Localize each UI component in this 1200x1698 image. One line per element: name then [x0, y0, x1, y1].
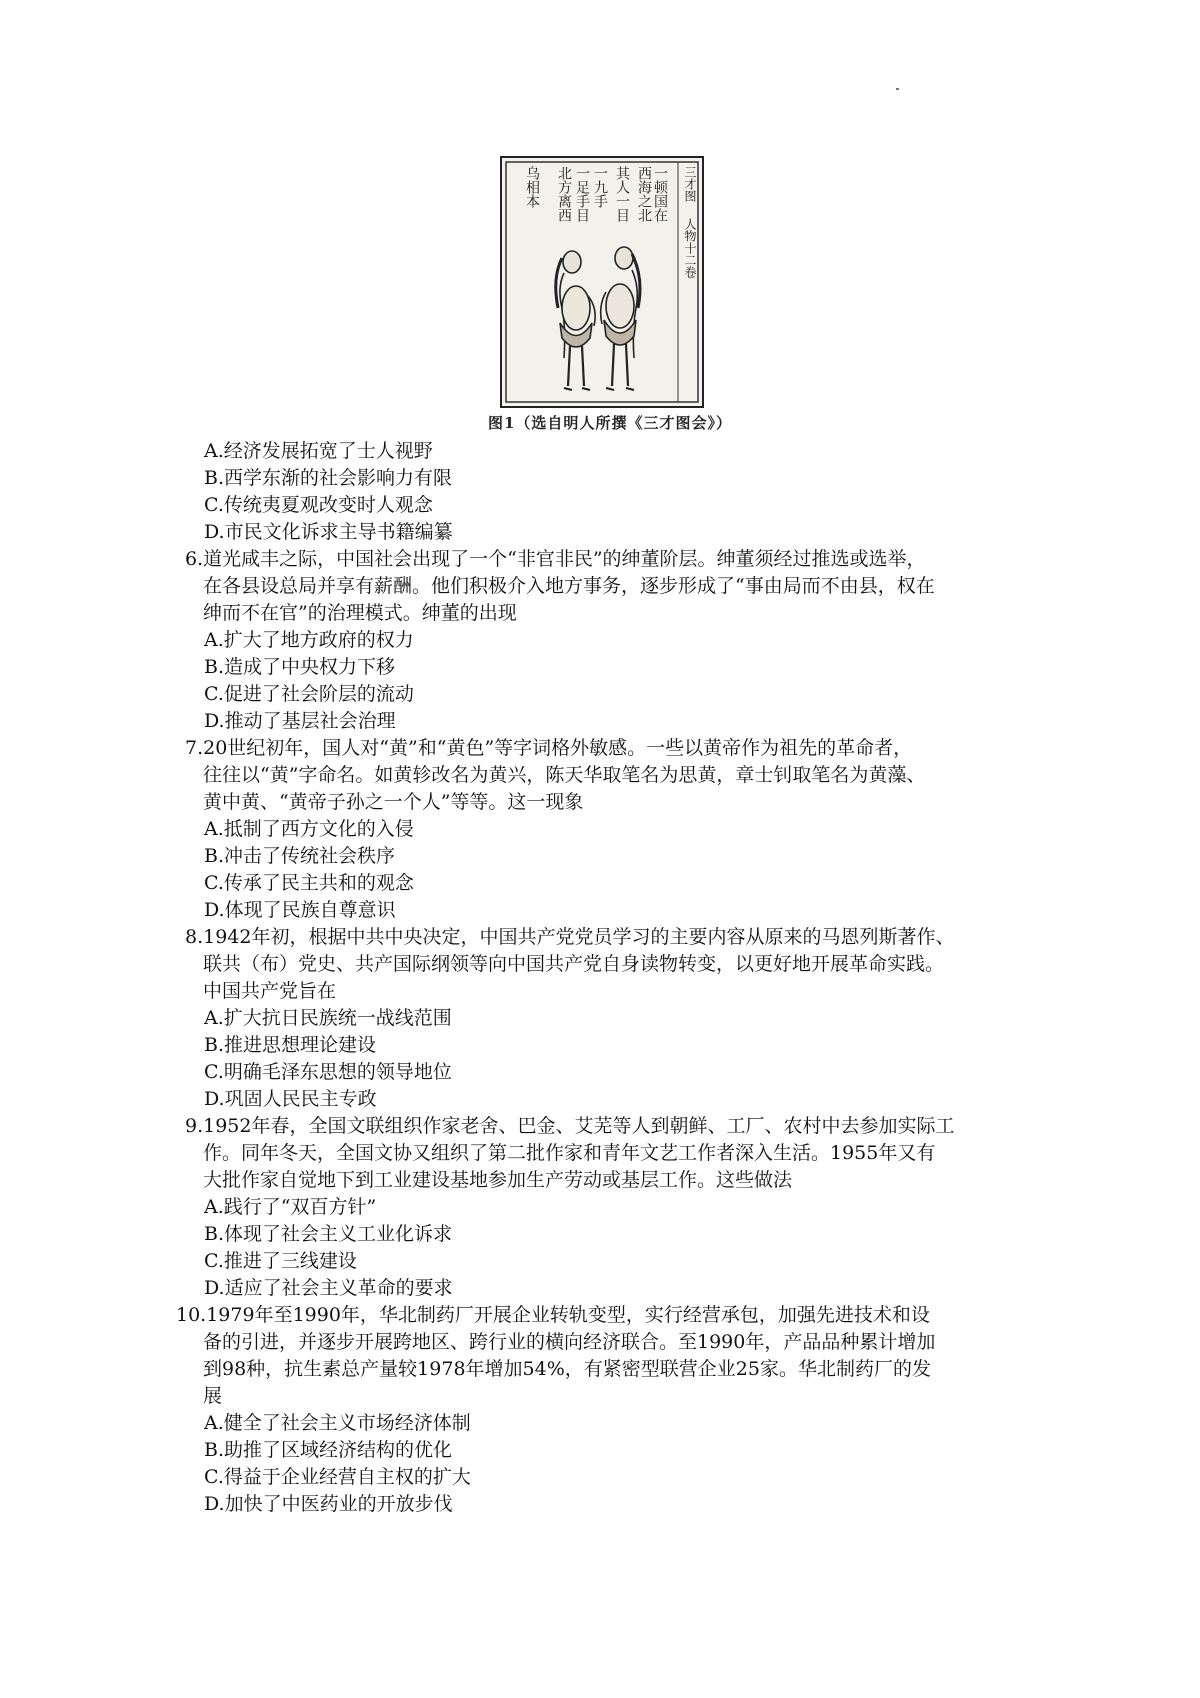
q8-stem-line-3: 中国共产党旨在	[203, 980, 337, 1002]
figure-column-1: 一顿国在	[652, 166, 668, 222]
q10-stem-line-1: 10.1979年至1990年，华北制药厂开展企业转轨变型，实行经营承包，加强先进技术和设	[176, 1304, 930, 1326]
q8-option-b[interactable]: B.推进思想理论建设	[204, 1034, 377, 1056]
left-figure-drawing	[556, 251, 595, 390]
q10-option-a[interactable]: A.健全了社会主义市场经济体制	[204, 1412, 471, 1434]
q8-stem-line-1: 8.1942年初，根据中共中央决定，中国共产党党员学习的主要内容从原来的马恩列斯著作、	[185, 926, 955, 948]
figure-column-2: 西海之北	[636, 166, 652, 222]
q10-option-c[interactable]: C.得益于企业经营自主权的扩大	[204, 1466, 471, 1488]
q7-stem-line-3: 黄中黄、“黄帝子孙之一个人”等等。这一现象	[203, 791, 584, 813]
figure-side-title: 三才图	[683, 166, 697, 202]
scan-speck	[896, 88, 899, 90]
figure-woodblock-illustration	[500, 156, 704, 408]
figure-column-7: 乌相本	[524, 166, 540, 208]
q6-option-b[interactable]: B.造成了中央权力下移	[204, 656, 396, 678]
figure-side-volume: 人物十二卷	[683, 218, 697, 278]
q10-stem-line-3: 到98种，抗生素总产量较1978年增加54%，有紧密型联营企业25家。华北制药厂的发	[203, 1358, 931, 1380]
q5-option-b[interactable]: B.西学东渐的社会影响力有限	[204, 467, 453, 489]
q9-stem-line-2: 作。同年冬天，全国文协又组织了第二批作家和青年文艺工作者深入生活。1955年又有	[203, 1142, 936, 1164]
q9-stem-line-1: 9.1952年春，全国文联组织作家老舍、巴金、艾芜等人到朝鲜、工厂、农村中去参加实际工	[185, 1115, 955, 1137]
q7-option-a[interactable]: A.抵制了西方文化的入侵	[204, 818, 414, 840]
q9-option-a[interactable]: A.践行了“双百方针”	[204, 1196, 377, 1218]
q7-stem-line-2: 往往以“黄”字命名。如黄轸改名为黄兴，陈天华取笔名为思黄，章士钊取笔名为黄藻、	[203, 764, 926, 786]
figure-column-4: 一九手	[592, 166, 608, 208]
q6-option-d[interactable]: D.推动了基层社会治理	[204, 710, 396, 732]
q8-option-d[interactable]: D.巩固人民民主专政	[204, 1088, 377, 1110]
q8-option-c[interactable]: C.明确毛泽东思想的领导地位	[204, 1061, 452, 1083]
q9-option-d[interactable]: D.适应了社会主义革命的要求	[204, 1277, 453, 1299]
figure-column-5: 一足手目	[574, 166, 590, 222]
q9-option-b[interactable]: B.体现了社会主义工业化诉求	[204, 1223, 453, 1245]
figure-caption: 图1（选自明人所撰《三才图会》）	[488, 414, 732, 432]
q8-stem-line-2: 联共（布）党史、共产国际纲领等向中国共产党自身读物转变，以更好地开展革命实践。	[203, 953, 945, 975]
q9-option-c[interactable]: C.推进了三线建设	[204, 1250, 357, 1272]
q5-option-a[interactable]: A.经济发展拓宽了士人视野	[204, 440, 433, 462]
q10-option-b[interactable]: B.助推了区域经济结构的优化	[204, 1439, 453, 1461]
q10-stem-line-4: 展	[203, 1385, 223, 1407]
q9-stem-line-3: 大批作家自觉地下到工业建设基地参加生产劳动或基层工作。这些做法	[203, 1169, 793, 1191]
q10-option-d[interactable]: D.加快了中医药业的开放步伐	[204, 1493, 453, 1515]
q6-stem-line-3: 绅而不在官”的治理模式。绅董的出现	[203, 602, 517, 624]
q6-stem-line-1: 6.道光咸丰之际，中国社会出现了一个“非官非民”的绅董阶层。绅董须经过推选或选举，	[185, 548, 926, 570]
q8-option-a[interactable]: A.扩大抗日民族统一战线范围	[204, 1007, 452, 1029]
q5-option-c[interactable]: C.传统夷夏观改变时人观念	[204, 494, 433, 516]
right-figure-drawing	[601, 247, 640, 390]
figure-column-6: 北方离西	[556, 166, 572, 222]
q10-stem-line-2: 备的引进，并逐步开展跨地区、跨行业的横向经济联合。至1990年，产品品种累计增加	[203, 1331, 936, 1353]
q7-option-c[interactable]: C.传承了民主共和的观念	[204, 872, 414, 894]
figure-column-3: 其人一目	[614, 166, 630, 222]
q6-stem-line-2: 在各县设总局并享有薪酬。他们积极介入地方事务，逐步形成了“事由局而不由县，权在	[203, 575, 935, 597]
q6-option-c[interactable]: C.促进了社会阶层的流动	[204, 683, 414, 705]
q7-option-b[interactable]: B.冲击了传统社会秩序	[204, 845, 396, 867]
q6-option-a[interactable]: A.扩大了地方政府的权力	[204, 629, 414, 651]
q7-option-d[interactable]: D.体现了民族自尊意识	[204, 899, 396, 921]
q7-stem-line-1: 7.20世纪初年，国人对“黄”和“黄色”等字词格外敏感。一些以黄帝作为祖先的革命者，	[185, 737, 913, 759]
q5-option-d[interactable]: D.市民文化诉求主导书籍编纂	[204, 521, 453, 543]
